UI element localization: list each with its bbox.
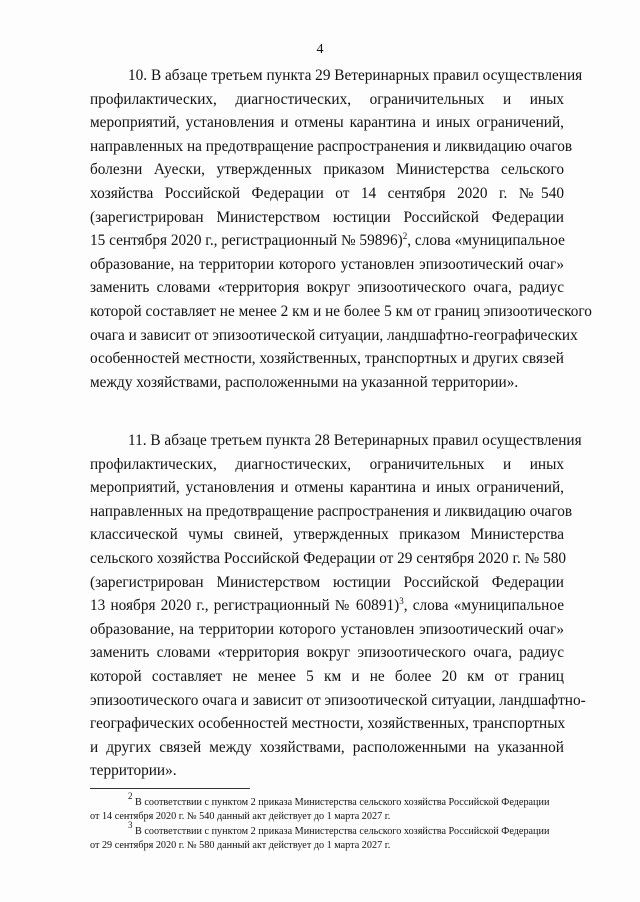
footnote-ref-2[interactable]: 2 [402, 231, 408, 242]
text-segment: , слова «муниципальное [403, 597, 564, 615]
page-number: 4 [316, 42, 324, 57]
text-line: 10. В абзаце третьем пункта 29 Ветеринарных правил осуществления [128, 67, 583, 84]
text-line: сельского хозяйства Российской Федерации от 29 сентября 2020 г. № 580 [90, 549, 567, 567]
text-line: мероприятий, установления и отмены карантина и иных ограничений, [90, 114, 564, 132]
text-line: хозяйства Российской Федерации от 14 сентября 2020 г. №540 [90, 184, 564, 202]
text-line: образование, на территории которого установлен эпизоотический очаг» [90, 620, 564, 638]
text-line: географических особенностей местности, хозяйственных, транспортных [90, 715, 566, 733]
text-line: профилактических, диагностических, ограничительных и иных [90, 455, 564, 473]
footnote-marker: 2 [128, 791, 133, 801]
text-line: направленных на предотвращение распространения и ликвидацию очагов [90, 137, 573, 155]
text-line: которой составляет не менее 5 км и не более 20 км от границ [90, 667, 564, 685]
text-line: мероприятий, установления и отмены карантина и иных ограничений, [90, 479, 564, 497]
text-segment: 13 ноября 2020 г., регистрационный № 60891) [90, 597, 400, 615]
footnote-line: от 29 сентября 2020 г. № 580 данный акт действует до 1 марта 2027 г. [90, 839, 391, 851]
text-line: очага и зависит от эпизоотической ситуации, ландшафтно-географических [90, 326, 578, 344]
text-line: образование, на территории которого установлен эпизоотический очаг» [90, 255, 564, 273]
text-segment: 15 сентября 2020 г., регистрационный № 59896) [90, 232, 403, 250]
footnote-line [90, 791, 570, 810]
text-line: которой составляет не менее 2 км и не более 5 км от границ эпизоотического [90, 302, 592, 320]
text-segment: , слова «муниципальное [407, 232, 565, 250]
text-line: эпизоотического очага и зависит от эпизоотической ситуации, ландшафтно- [90, 691, 586, 709]
text-line: (зарегистрирован Министерством юстиции Российской Федерации [90, 573, 564, 591]
text-line: болезни Ауески, утвержденных приказом Министерства сельского [90, 161, 564, 179]
text-line-with-footnote-ref [90, 594, 564, 618]
footnote-line: от 14 сентября 2020 г. № 540 данный акт действует до 1 марта 2027 г. [90, 810, 391, 822]
footnote-separator [90, 788, 250, 789]
footnote-2 [90, 791, 570, 823]
text-line: заменить словами «территория вокруг эпизоотического очага, радиус [90, 279, 564, 297]
footnote-text: В соответствии с пунктом 2 приказа Министерства сельского хозяйства Российской Федерации [132, 826, 550, 837]
text-line-with-footnote-ref [90, 229, 564, 253]
paragraph-11 [90, 429, 586, 783]
text-line: направленных на предотвращение распространения и ликвидацию очагов [90, 502, 573, 520]
text-line: 11. В абзаце третьем пункта 28 Ветеринарных правил осуществления [128, 432, 582, 449]
footnote-marker: 3 [128, 820, 133, 830]
text-line: классической чумы свиней, утвержденных приказом Министерства [90, 526, 564, 544]
footnote-3 [90, 820, 570, 852]
text-line: заменить словами «территория вокруг эпизоотического очага, радиус [90, 644, 564, 662]
text-line: между хозяйствами, расположенными на указанной территории». [90, 373, 519, 391]
text-line: профилактических, диагностических, ограничительных и иных [90, 90, 564, 108]
footnote-ref-3[interactable]: 3 [399, 596, 404, 607]
text-line: (зарегистрирован Министерством юстиции Российской Федерации [90, 208, 564, 226]
text-line: территории». [90, 762, 177, 780]
text-line: особенностей местности, хозяйственных, транспортных и других связей [90, 350, 564, 368]
paragraph-10 [90, 64, 592, 394]
footnote-text: В соответствии с пунктом 2 приказа Министерства сельского хозяйства Российской Федерации [132, 797, 550, 808]
footnote-line [90, 820, 570, 839]
text-line: и других связей между хозяйствами, расположенными на указанной [90, 738, 564, 756]
